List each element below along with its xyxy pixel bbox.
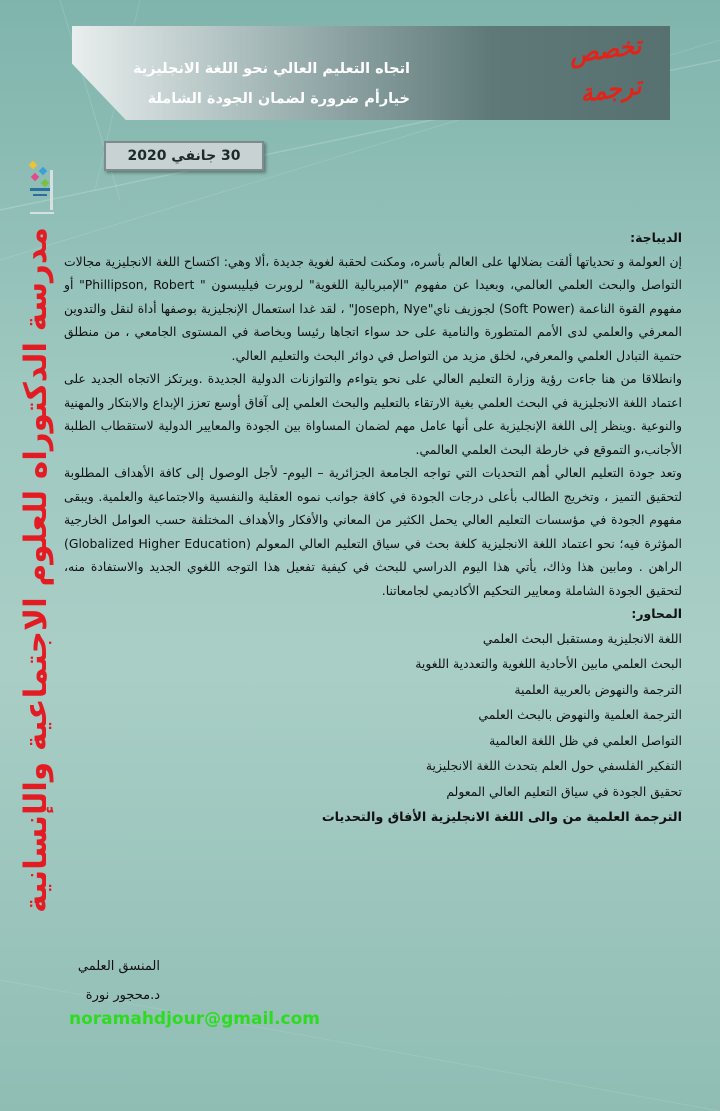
main-content (64, 226, 682, 830)
coordinator-name: د.محجور نورة (85, 988, 160, 1003)
coordinator-block (0, 952, 160, 1010)
banner-title-line-2: خيارأم ضرورة لضمان الجودة الشاملة (147, 91, 410, 107)
axis-item: البحث العلمي مابين الأحادية اللغوية والتعددية اللغوية (415, 656, 682, 672)
axis-item: التواصل العلمي في ظل اللغة العالمية (489, 732, 682, 748)
specialty-label (555, 24, 661, 117)
specialty-line-2: ترجمة (578, 70, 644, 108)
coordinator-label: المنسق العلمي (77, 959, 160, 974)
vertical-title-column (6, 227, 66, 913)
paragraph-2: وانطلاقا من هنا جاءت رؤية وزارة التعليم العالي على نحو يتواءم والتوازنات الدولية الجديدة .ويرتكز الاتجاه الجديد على اعتماد اللغة الانجليزية في البحث العلمي بغية الارتقاء بالتعليم والبحث العلمي إلى آفاق أوسع تعزز الإبداع والابتكار والمهنية والنوعية .وينظر إلى اللغة الإنجليزية على أنها عامل مهم لضمان المساواة بين الجودة والمعايير الدولية لاستقطاب الطلبة الأجانب،و التموقع في خارطة البحث العلمي العالمي. (64, 371, 682, 457)
axes-heading: المحاور: (631, 606, 682, 621)
doctoral-school-title: مدرسة الدكتوراه للعلوم الاجتماعية والإنسانية (18, 227, 54, 913)
paragraph-1: إن العولمة و تحدياتها ألقت بضلالها على العالم بأسره، ومكنت لحقبة لغوية جديدة ،ألا وهي: اكتساح اللغة الانجليزية مجالات التواصل والبحث العلمي العالمي، وبعيدا عن مفهوم "الإمبريالية اللغوية" لروبرت فيليبسون " Phillipson, Robert" أو مفهوم القوة الناعمة (Soft Power) لجوزيف ناي"Joseph, Nye" ، لقد غدا استعمال الإنجليزية بوصفها أداة لنقل والتدوين المعرفي والعلمي لدى الأمم المتطورة والنامية على حد سواء اتجاها رئيسا وبخاصة في المستوى الجامعي ، من منطلق حتمية التبادل العلمي والمعرفي، لخلق مزيد من التواصل في دوائر البحث والتعليم العالي. (64, 253, 682, 363)
axis-item: تحقيق الجودة في سياق التعليم العالي المعولم (446, 784, 682, 800)
axis-item: التفكير الفلسفي حول العلم بتحدث اللغة الانجليزية (425, 758, 682, 774)
specialty-line-1: تخصص (567, 30, 644, 70)
preamble-heading: الديباجة: (630, 230, 682, 245)
university-logo-icon (24, 160, 62, 222)
banner-title-line-1: اتجاه التعليم العالي نحو اللغة الانجليزية (132, 61, 410, 77)
banner-title (0, 54, 410, 114)
paragraph-3: وتعد جودة التعليم العالي أهم التحديات التي تواجه الجامعة الجزائرية – اليوم- لأجل الوصول إلى كافة الأهداف المطلوبة لتحقيق التميز ، وتخريج الطالب بأعلى درجات الجودة في كافة جوانب نموه العقلية والنفسية والاجتماعية والعلمية. ويبقى مفهوم الجودة في مؤسسات التعليم العالي يحمل الكثير من المعاني والأفكار والأهداف المختلفة حسب العوامل الخارجية المؤثرة فيه؛ نحو اعتماد اللغة الانجليزية كلغة بحث في سياق التعليم العالي المعولم (Globalized Higher Education) الراهن . ومابين هذا وذاك، يأتي هذا اليوم الدراسي للبحث في كيفية تفعيل هذا التوجه اللغوي الجديد والاستفادة منه، لتحقيق الجودة الشاملة ومعايير التحكيم الأكاديمي لجامعاتنا. (64, 465, 682, 598)
axis-item: الترجمة والنهوض بالعربية العلمية (514, 681, 682, 697)
axis-item: اللغة الانجليزية ومستقبل البحث العلمي (482, 630, 682, 646)
axes-list (64, 626, 682, 831)
axis-item: الترجمة العلمية من والى اللغة الانجليزية الأفاق والتحديات (321, 809, 682, 825)
axis-item: الترجمة العلمية والنهوض بالبحث العلمي (478, 707, 682, 723)
coordinator-email-link[interactable]: noramahdjour@gmail.com (69, 1009, 321, 1029)
date-badge: 30 جانفي 2020 (104, 141, 264, 171)
